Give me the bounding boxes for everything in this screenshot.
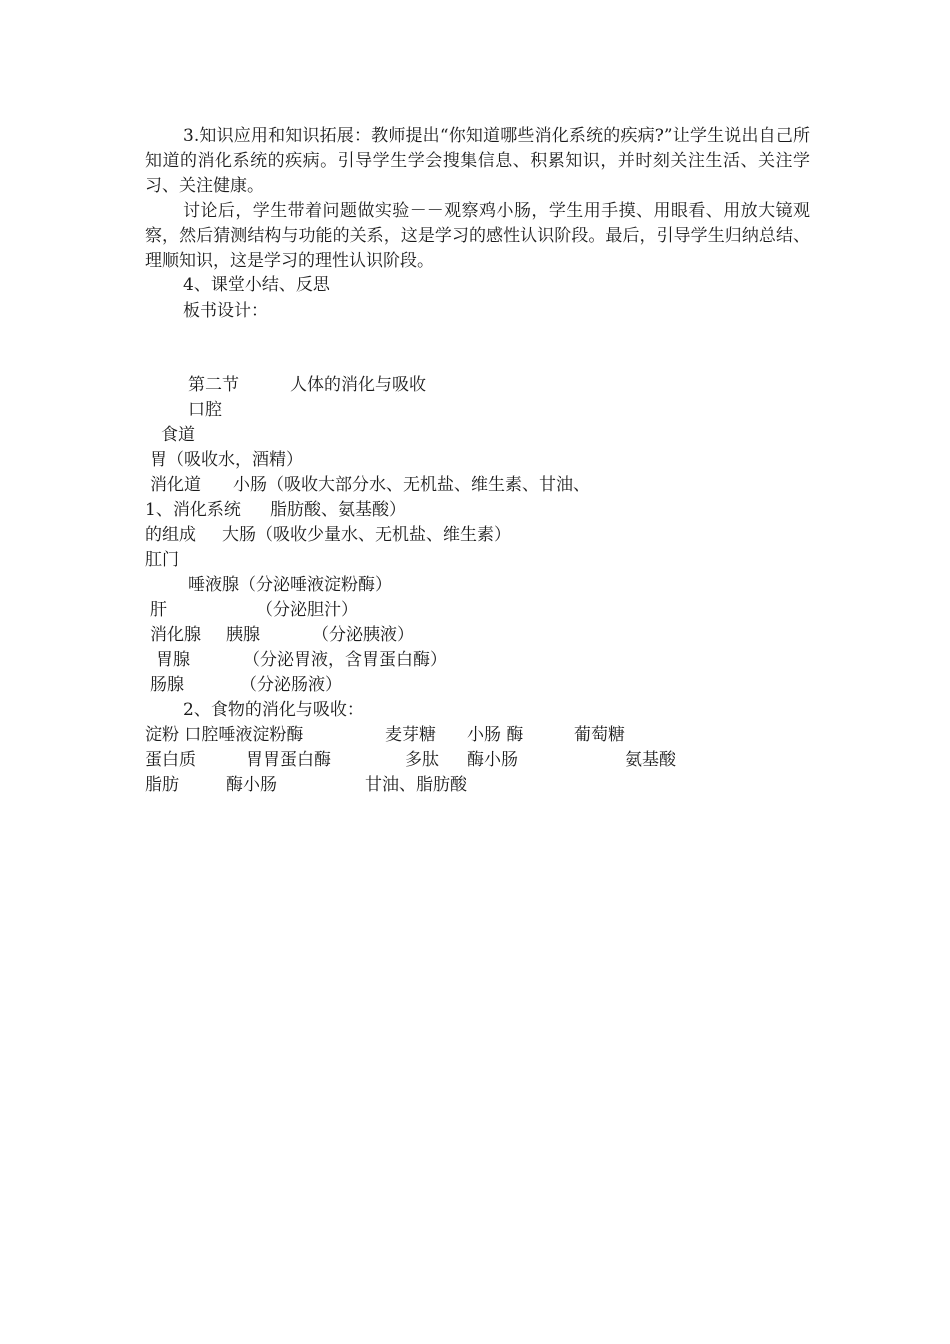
- starch-maltose: 麦芽糖: [385, 725, 436, 745]
- digestion-heading: 2、食物的消化与吸收：: [183, 700, 364, 720]
- gland-pancreas-label: 胰腺: [226, 625, 260, 645]
- protein-amino-acids: 氨基酸: [625, 750, 676, 770]
- tract-esophagus: 食道: [161, 425, 195, 445]
- gland-intestinal-label: 肠腺: [150, 675, 184, 695]
- gland-salivary: 唾液腺（分泌唾液淀粉酶）: [188, 575, 392, 595]
- fat-small-intestine-enzyme: 酶小肠: [226, 775, 277, 795]
- gland-intestinal-desc: （分泌肠液）: [240, 675, 342, 695]
- board-section-number: 第二节: [188, 375, 239, 395]
- gland-liver-label: 肝: [150, 600, 167, 620]
- protein-label: 蛋白质: [145, 750, 196, 770]
- gland-gastric-label: 胃腺: [156, 650, 190, 670]
- tract-anus: 肛门: [145, 550, 179, 570]
- gland-liver-desc: （分泌胆汁）: [256, 600, 358, 620]
- fat-label: 脂肪: [145, 775, 179, 795]
- system-label: 1、消化系统: [145, 500, 241, 520]
- tract-small-intestine: 小肠（吸收大部分水、无机盐、维生素、甘油、: [233, 475, 590, 495]
- paragraph-knowledge-application: 3.知识应用和知识拓展：教师提出“你知道哪些消化系统的疾病?”让学生说出自己所知道的消化系统的疾病。引导学生学会搜集信息、积累知识，并时刻关注生活、关注学习、关注健康。: [145, 126, 810, 196]
- board-title: 人体的消化与吸收: [290, 375, 426, 395]
- tract-stomach: 胃（吸收水，酒精）: [150, 450, 303, 470]
- fat-products: 甘油、脂肪酸: [365, 775, 467, 795]
- heading-summary: 4、课堂小结、反思: [183, 275, 330, 295]
- protein-small-intestine-enzyme: 酶小肠: [467, 750, 518, 770]
- tract-small-intestine-continued: 脂肪酸、氨基酸）: [270, 500, 406, 520]
- protein-pepsin: 胃胃蛋白酶: [246, 750, 331, 770]
- heading-board-design: 板书设计：: [183, 301, 268, 321]
- tract-mouth: 口腔: [188, 400, 222, 420]
- gland-gastric-desc: （分泌胃液，含胃蛋白酶）: [243, 650, 447, 670]
- tract-large-intestine: 大肠（吸收少量水、无机盐、维生素）: [222, 525, 511, 545]
- protein-polypeptide: 多肽: [405, 750, 439, 770]
- starch-small-intestine-enzyme: 小肠 酶: [467, 725, 524, 745]
- glands-label: 消化腺: [150, 625, 201, 645]
- starch-row-start: 淀粉 口腔唾液淀粉酶: [145, 725, 304, 745]
- composition-label: 的组成: [145, 525, 196, 545]
- tract-label: 消化道: [150, 475, 201, 495]
- paragraph-discussion: 讨论后，学生带着问题做实验－－观察鸡小肠，学生用手摸、用眼看、用放大镜观察，然后猜测结构与功能的关系，这是学习的感性认识阶段。最后，引导学生归纳总结、理顺知识，这是学习的理性认识阶段。: [145, 201, 810, 271]
- starch-glucose: 葡萄糖: [574, 725, 625, 745]
- gland-pancreas-desc: （分泌胰液）: [312, 625, 414, 645]
